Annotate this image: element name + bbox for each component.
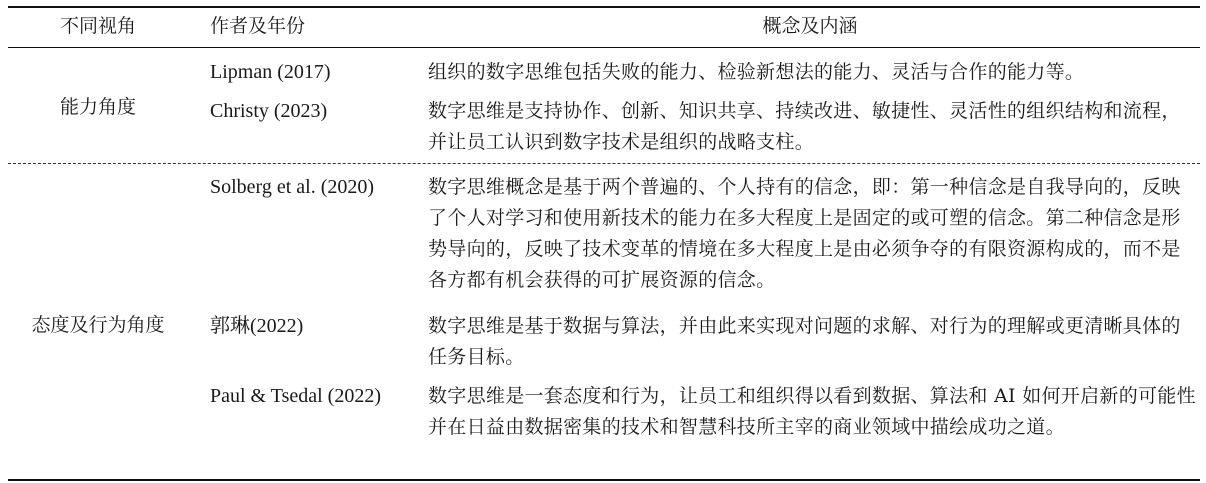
- header-perspective: 不同视角: [59, 15, 136, 37]
- concept-cell: 数字思维概念是基于两个普遍的、个人持有的信念，即：第一种信念是自我导向的，反映了个人对学习和使用新技术的能力在多大程度上是固定的或可塑的信念。第二种信念是形势导向的，反映了技术变革的情境在多大程度上是由必须争夺的有限资源构成的，而不是各方都有机会获得的可扩展资源的信念。: [428, 176, 1181, 291]
- author-cell: Solberg et al. (2020): [210, 176, 375, 198]
- concept-cell: 数字思维是支持协作、创新、知识共享、持续改进、敏捷性、灵活性的组织结构和流程，并让员工认识到数字技术是组织的战略支柱。: [428, 100, 1181, 153]
- table-bottom-rule: [8, 479, 1200, 481]
- author-cell: Paul & Tsedal (2022): [210, 385, 381, 407]
- concept-cell: 数字思维是基于数据与算法，并由此来实现对问题的求解、对行为的理解或更清晰具体的任务目标。: [428, 315, 1181, 368]
- group-divider: [8, 163, 1200, 164]
- concept-cell: 数字思维是一套态度和行为，让员工和组织得以看到数据、算法和 AI 如何开启新的可能性并在日益由数据密集的技术和智慧科技所主宰的商业领域中描绘成功之道。: [428, 385, 1196, 438]
- table-header-rule: [8, 47, 1200, 48]
- concept-cell: 组织的数字思维包括失败的能力、检验新想法的能力、灵活与合作的能力等。: [428, 61, 1085, 83]
- header-author: 作者及年份: [210, 15, 306, 37]
- perspective-ability: 能力角度: [59, 96, 136, 118]
- author-cell: Christy (2023): [210, 100, 328, 122]
- header-concept: 概念及内涵: [762, 15, 858, 37]
- perspective-attitude-behavior: 态度及行为角度: [31, 314, 165, 336]
- table-top-rule: [8, 6, 1200, 8]
- author-cell: Lipman (2017): [210, 61, 331, 83]
- author-cell: 郭琳(2022): [210, 315, 304, 337]
